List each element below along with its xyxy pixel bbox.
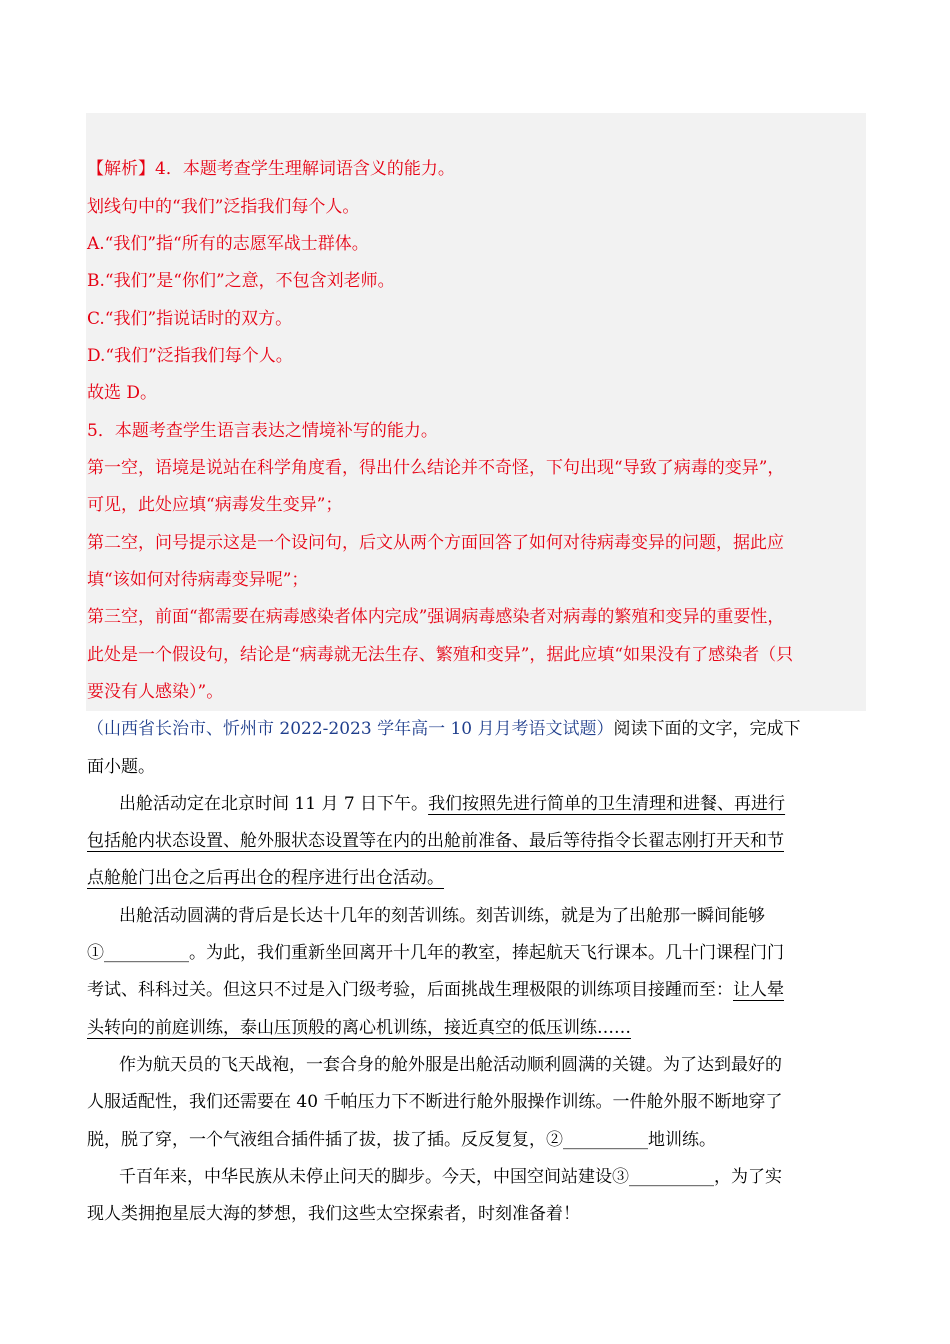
underlined-sentence: 我们按照先进行简单的卫生清理和进餐、再进行 — [428, 794, 786, 814]
analysis-line: 划线句中的“我们”泛指我们每个人。 — [87, 197, 360, 217]
analysis-line: 第三空，前面“都需要在病毒感染者体内完成”强调病毒感染者对病毒的繁殖和变异的重要性， — [87, 607, 785, 627]
passage-p3-line1: 作为航天员的飞天战袍，一套合身的舱外服是出舱活动顺利圆满的关键。为了达到最好的 — [119, 1055, 782, 1075]
passage-p2-line3 — [87, 978, 784, 1002]
passage-p2-line2: ①__________。为此，我们重新坐回离开十几年的教室，捧起航天飞行课本。几十门课程门门 — [87, 943, 784, 963]
passage-p2-line1: 出舱活动圆满的背后是长达十几年的刻苦训练。刻苦训练，就是为了出舱那一瞬间能够 — [119, 906, 765, 926]
analysis-line: 要没有人感染）”。 — [87, 682, 224, 702]
analysis-line: 可见，此处应填“病毒发生变异”； — [87, 495, 343, 515]
passage-text: 考试、科科过关。但这只不过是入门级考验，后面挑战生理极限的训练项目接踵而至： — [87, 980, 733, 1000]
passage-p1-line1 — [119, 792, 785, 816]
passage-p4-line1: 千百年来，中华民族从未停止问天的脚步。今天，中国空间站建设③__________，为了实 — [119, 1167, 782, 1187]
analysis-line: C.“我们”指说话时的双方。 — [87, 309, 293, 329]
underlined-sentence: 头转向的前庭训练，泰山压顶般的离心机训练，接近真空的低压训练…… — [87, 1018, 631, 1038]
analysis-line: D.“我们”泛指我们每个人。 — [87, 346, 293, 366]
passage-p4-line2: 现人类拥抱星辰大海的梦想，我们这些太空探索者，时刻准备着！ — [87, 1204, 580, 1224]
analysis-line: 第二空，问号提示这是一个设问句，后文从两个方面回答了如何对待病毒变异的问题，据此应 — [87, 533, 784, 553]
passage-p1-line3 — [87, 866, 444, 890]
analysis-line: A.“我们”指“所有的志愿军战士群体。 — [87, 234, 369, 254]
source-line-2: 面小题。 — [87, 757, 155, 777]
analysis-line: B.“我们”是“你们”之意，不包含刘老师。 — [87, 271, 395, 291]
analysis-line: 5．本题考查学生语言表达之情境补写的能力。 — [87, 421, 438, 441]
underlined-sentence: 点舱舱门出仓之后再出仓的程序进行出仓活动。 — [87, 868, 444, 888]
source-line — [87, 717, 801, 741]
underlined-sentence: 包括舱内状态设置、舱外服状态设置等在内的出舱前准备、最后等待指令长翟志刚打开天和节 — [87, 831, 784, 851]
analysis-line: 【解析】4．本题考查学生理解词语含义的能力。 — [87, 159, 455, 179]
passage-text: 出舱活动定在北京时间 11 月 7 日下午。 — [119, 794, 429, 814]
passage-p1-line2 — [87, 829, 784, 853]
passage-p3-line3: 脱，脱了穿，一个气液组合插件插了拔，拔了插。反反复复，②__________地训练。 — [87, 1130, 716, 1150]
analysis-line: 故选 D。 — [87, 383, 158, 403]
source-instruction: 阅读下面的文字，完成下 — [613, 719, 801, 739]
underlined-sentence: 让人晕 — [733, 980, 784, 1000]
analysis-line: 第一空，语境是说站在科学角度看，得出什么结论并不奇怪，下句出现“导致了病毒的变异”， — [87, 458, 785, 478]
source-citation: （山西省长治市、忻州市 2022-2023 学年高一 10 月月考语文试题） — [87, 719, 614, 739]
passage-p2-line4 — [87, 1016, 631, 1040]
passage-p3-line2: 人服适配性，我们还需要在 40 千帕压力下不断进行舱外服操作训练。一件舱外服不断地穿了 — [87, 1092, 783, 1112]
analysis-line: 此处是一个假设句，结论是“病毒就无法生存、繁殖和变异”，据此应填“如果没有了感染者（只 — [87, 645, 794, 665]
analysis-line: 填“该如何对待病毒变异呢”； — [87, 570, 309, 590]
